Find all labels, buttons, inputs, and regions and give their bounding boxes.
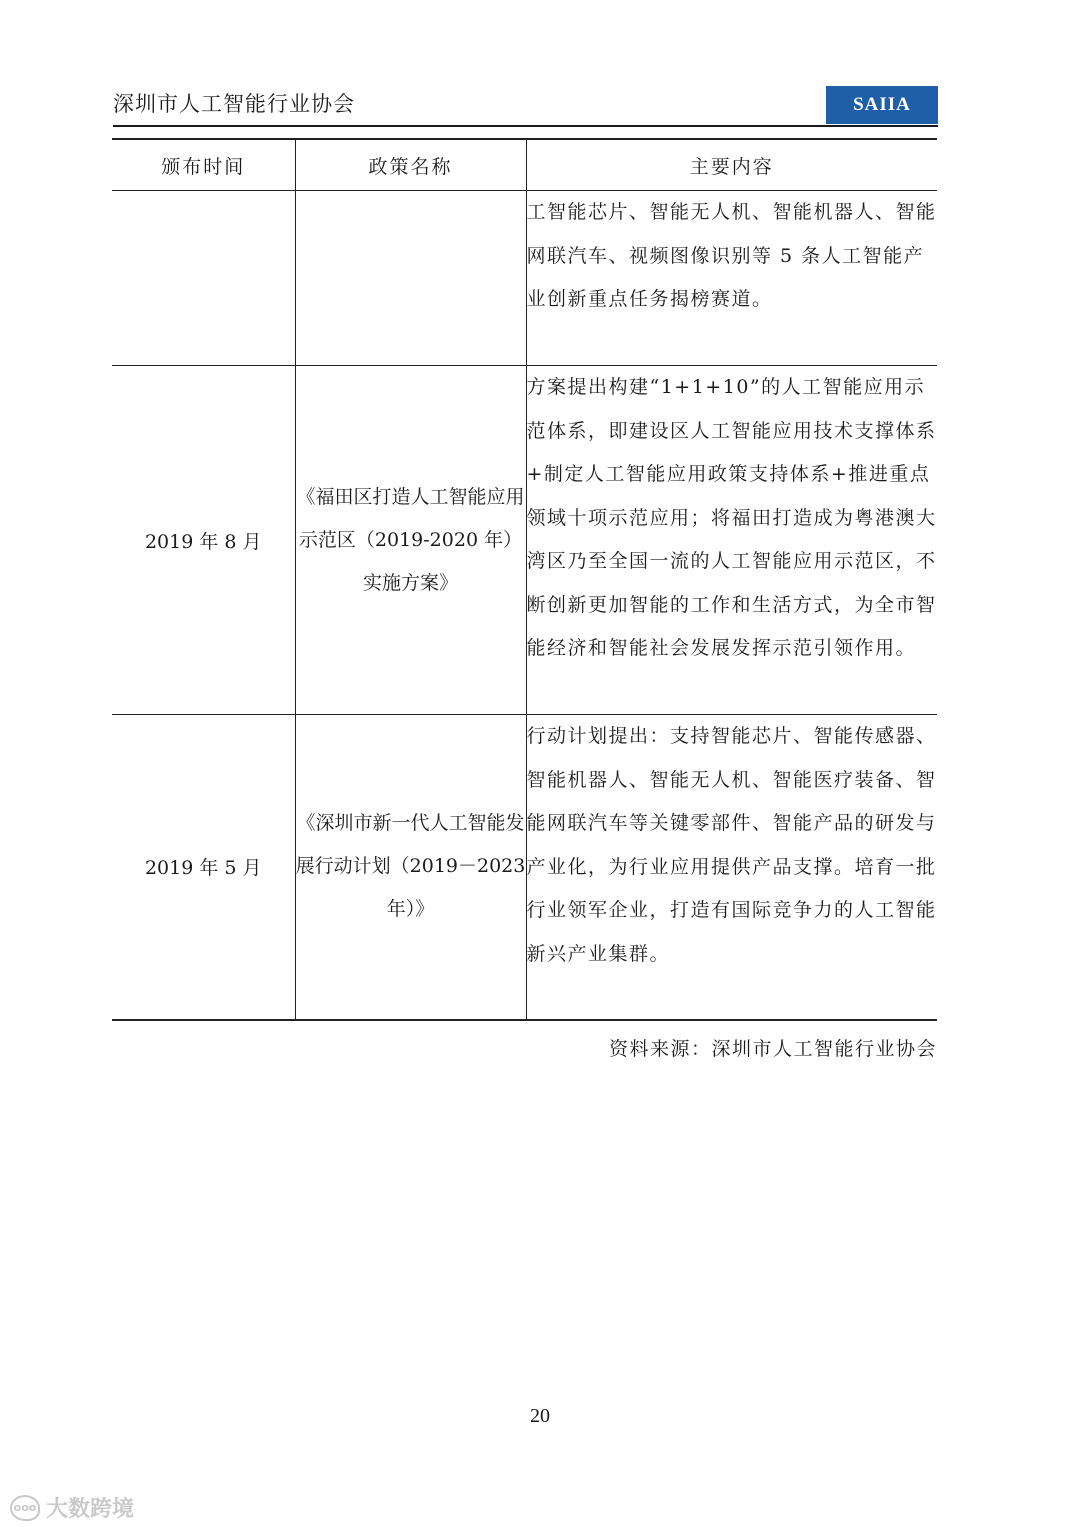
cell-policy-name: 《福田区打造人工智能应用示范区（2019-2020 年）实施方案》 — [295, 366, 526, 715]
watermark — [10, 1492, 134, 1523]
cell-date: 2019 年 5 月 — [112, 715, 295, 1020]
cell-content: 工智能芯片、智能无人机、智能机器人、智能网联汽车、视频图像识别等 5 条人工智能产业创新重点任务揭榜赛道。 — [526, 191, 937, 366]
cell-date — [112, 191, 295, 366]
watermark-text: 大数跨境 — [46, 1497, 135, 1522]
cell-policy-name: 《深圳市新一代人工智能发展行动计划（2019－2023 年）》 — [295, 715, 526, 1020]
cell-policy-name — [295, 191, 526, 366]
table-row — [112, 715, 937, 1020]
header-badge: SAIIA — [826, 86, 938, 124]
cell-content: 行动计划提出：支持智能芯片、智能传感器、智能机器人、智能无人机、智能医疗装备、智能网联汽车等关键零部件、智能产品的研发与产业化，为行业应用提供产品支撑。培育一批行业领军企业，打造有国际竞争力的人工智能新兴产业集群。 — [526, 715, 937, 1020]
table-row — [112, 366, 937, 715]
table-header-row — [112, 139, 937, 191]
policy-table — [112, 138, 937, 1021]
column-header-content: 主要内容 — [526, 139, 937, 191]
table-row — [112, 191, 937, 366]
header-organization: 深圳市人工智能行业协会 — [113, 92, 355, 116]
speech-bubble-logo-icon: ooo — [10, 1495, 40, 1521]
page-number: 20 — [530, 1405, 550, 1427]
source-note: 资料来源：深圳市人工智能行业协会 — [608, 1038, 937, 1060]
cell-content: 方案提出构建“1+1+10”的人工智能应用示范体系，即建设区人工智能应用技术支撑体系+制定人工智能应用政策支持体系+推进重点领域十项示范应用；将福田打造成为粤港澳大湾区乃至全国一流的人工智能应用示范区，不断创新更加智能的工作和生活方式，为全市智能经济和智能社会发展发挥示范引领作用。 — [526, 366, 937, 715]
column-header-policy-name: 政策名称 — [295, 139, 526, 191]
cell-date: 2019 年 8 月 — [112, 366, 295, 715]
column-header-date: 颁布时间 — [112, 139, 295, 191]
header-divider — [113, 125, 938, 127]
